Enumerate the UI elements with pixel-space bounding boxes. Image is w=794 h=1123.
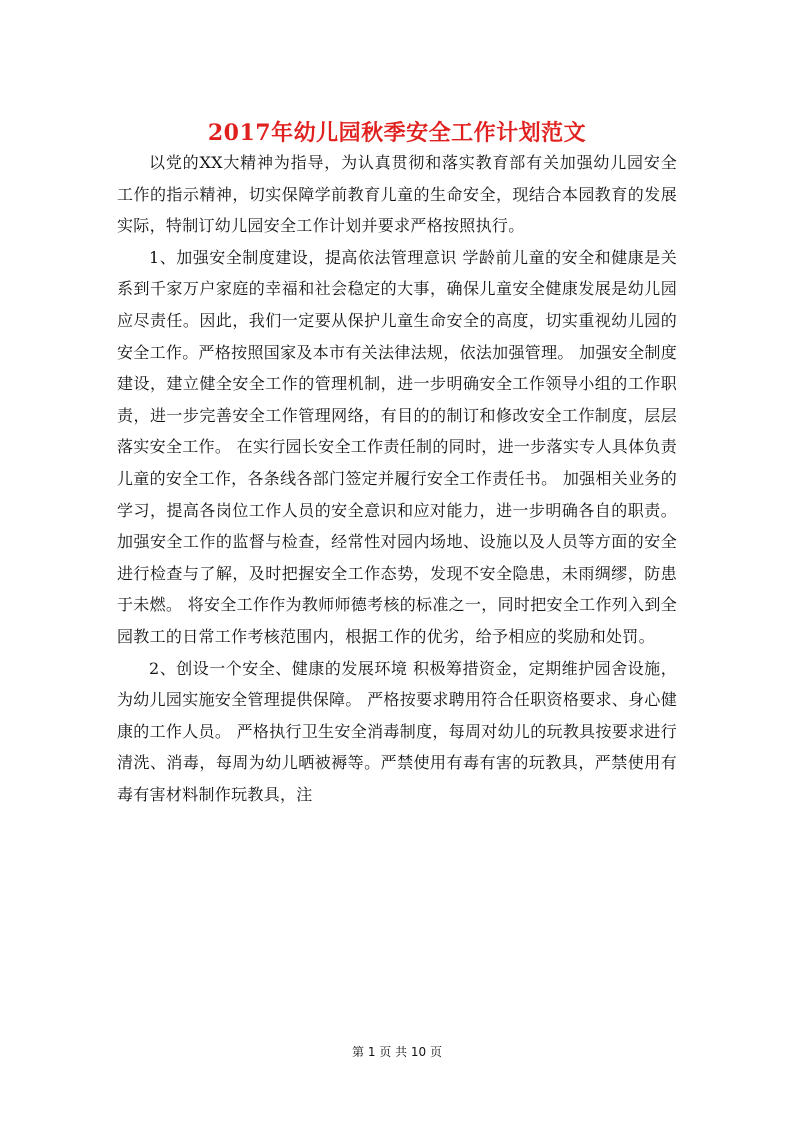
- paragraph-intro: 以党的XX大精神为指导，为认真贯彻和落实教育部有关加强幼儿园安全工作的指示精神，切实保障学前教育儿童的生命安全，现结合本园教育的发展实际，特制订幼儿园安全工作计划并要求严格按照执行。: [117, 153, 677, 236]
- paragraph-section-2: 2、创设一个安全、健康的发展环境 积极筹措资金，定期维护园舍设施，为幼儿园实施安全管理提供保障。 严格按要求聘用符合任职资格要求、身心健康的工作人员。 严格执行卫生安全消毒制度，每周对幼儿的玩教具按要求进行清洗、消毒，每周为幼儿晒被褥等。严禁使用有毒有害的玩教具，严禁使用有毒有害材料制作玩教具，注: [117, 658, 677, 804]
- document-body: [117, 147, 677, 810]
- paragraph-section-1: 1、加强安全制度建设，提高依法管理意识 学龄前儿童的安全和健康是关系到千家万户家庭的幸福和社会稳定的大事，确保儿童安全健康发展是幼儿园应尽责任。因此，我们一定要从保护儿童生命安全的高度，切实重视幼儿园的安全工作。严格按照国家及本市有关法律法规，依法加强管理。 加强安全制度建设，建立健全安全工作的管理机制，进一步明确安全工作领导小组的工作职责，进一步完善安全工作管理网络，有目的的制订和修改安全工作制度，层层落实安全工作。 在实行园长安全工作责任制的同时，进一步落实专人具体负责儿童的安全工作，各条线各部门签定并履行安全工作责任书。 加强相关业务的学习，提高各岗位工作人员的安全意识和应对能力，进一步明确各自的职责。 加强安全工作的监督与检查，经常性对园内场地、设施以及人员等方面的安全进行检查与了解，及时把握安全工作态势，发现不安全隐患，未雨绸缪，防患于未燃。 将安全工作作为教师师德考核的标准之一，同时把安全工作列入到全园教工的日常工作考核范围内，根据工作的优劣，给予相应的奖励和处罚。: [117, 247, 677, 646]
- document-title: 2017年幼儿园秋季安全工作计划范文: [207, 120, 587, 146]
- page-footer: 第 1 页 共 10 页: [352, 1045, 442, 1059]
